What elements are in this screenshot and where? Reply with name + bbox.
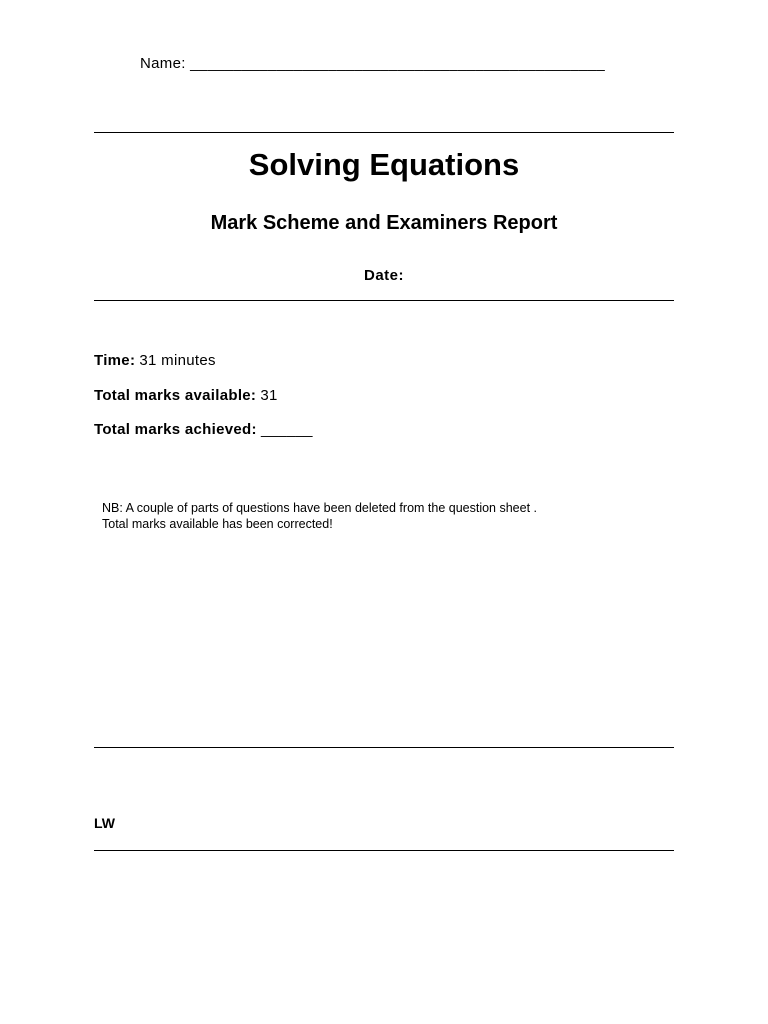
divider-header-bottom — [94, 300, 674, 301]
marks-available-label: Total marks available: — [94, 387, 257, 404]
note-line-2: Total marks available has been corrected! — [102, 517, 333, 531]
time-value: 31 minutes — [139, 352, 216, 369]
marks-available-value: 31 — [260, 387, 278, 404]
page-title: Solving Equations — [248, 147, 520, 182]
note-line-1: NB: A couple of parts of questions have been deleted from the question sheet . — [102, 501, 538, 515]
time-row — [94, 352, 216, 369]
author-initials: LW — [94, 815, 115, 831]
divider-lower — [94, 747, 674, 748]
date-label: Date: — [363, 267, 404, 284]
marks-achieved-row — [94, 421, 313, 438]
marks-available-row — [94, 387, 278, 404]
marks-achieved-label: Total marks achieved: — [94, 421, 257, 438]
name-field — [140, 55, 605, 72]
correction-note — [102, 500, 537, 532]
page-subtitle: Mark Scheme and Examiners Report — [210, 212, 558, 234]
marks-achieved-blank: ______ — [260, 421, 313, 438]
name-label: Name: — [140, 55, 186, 72]
time-label: Time: — [94, 352, 136, 369]
name-blank: ________________________________________________ — [190, 55, 605, 72]
divider-bottom — [94, 850, 674, 851]
divider-top — [94, 132, 674, 133]
